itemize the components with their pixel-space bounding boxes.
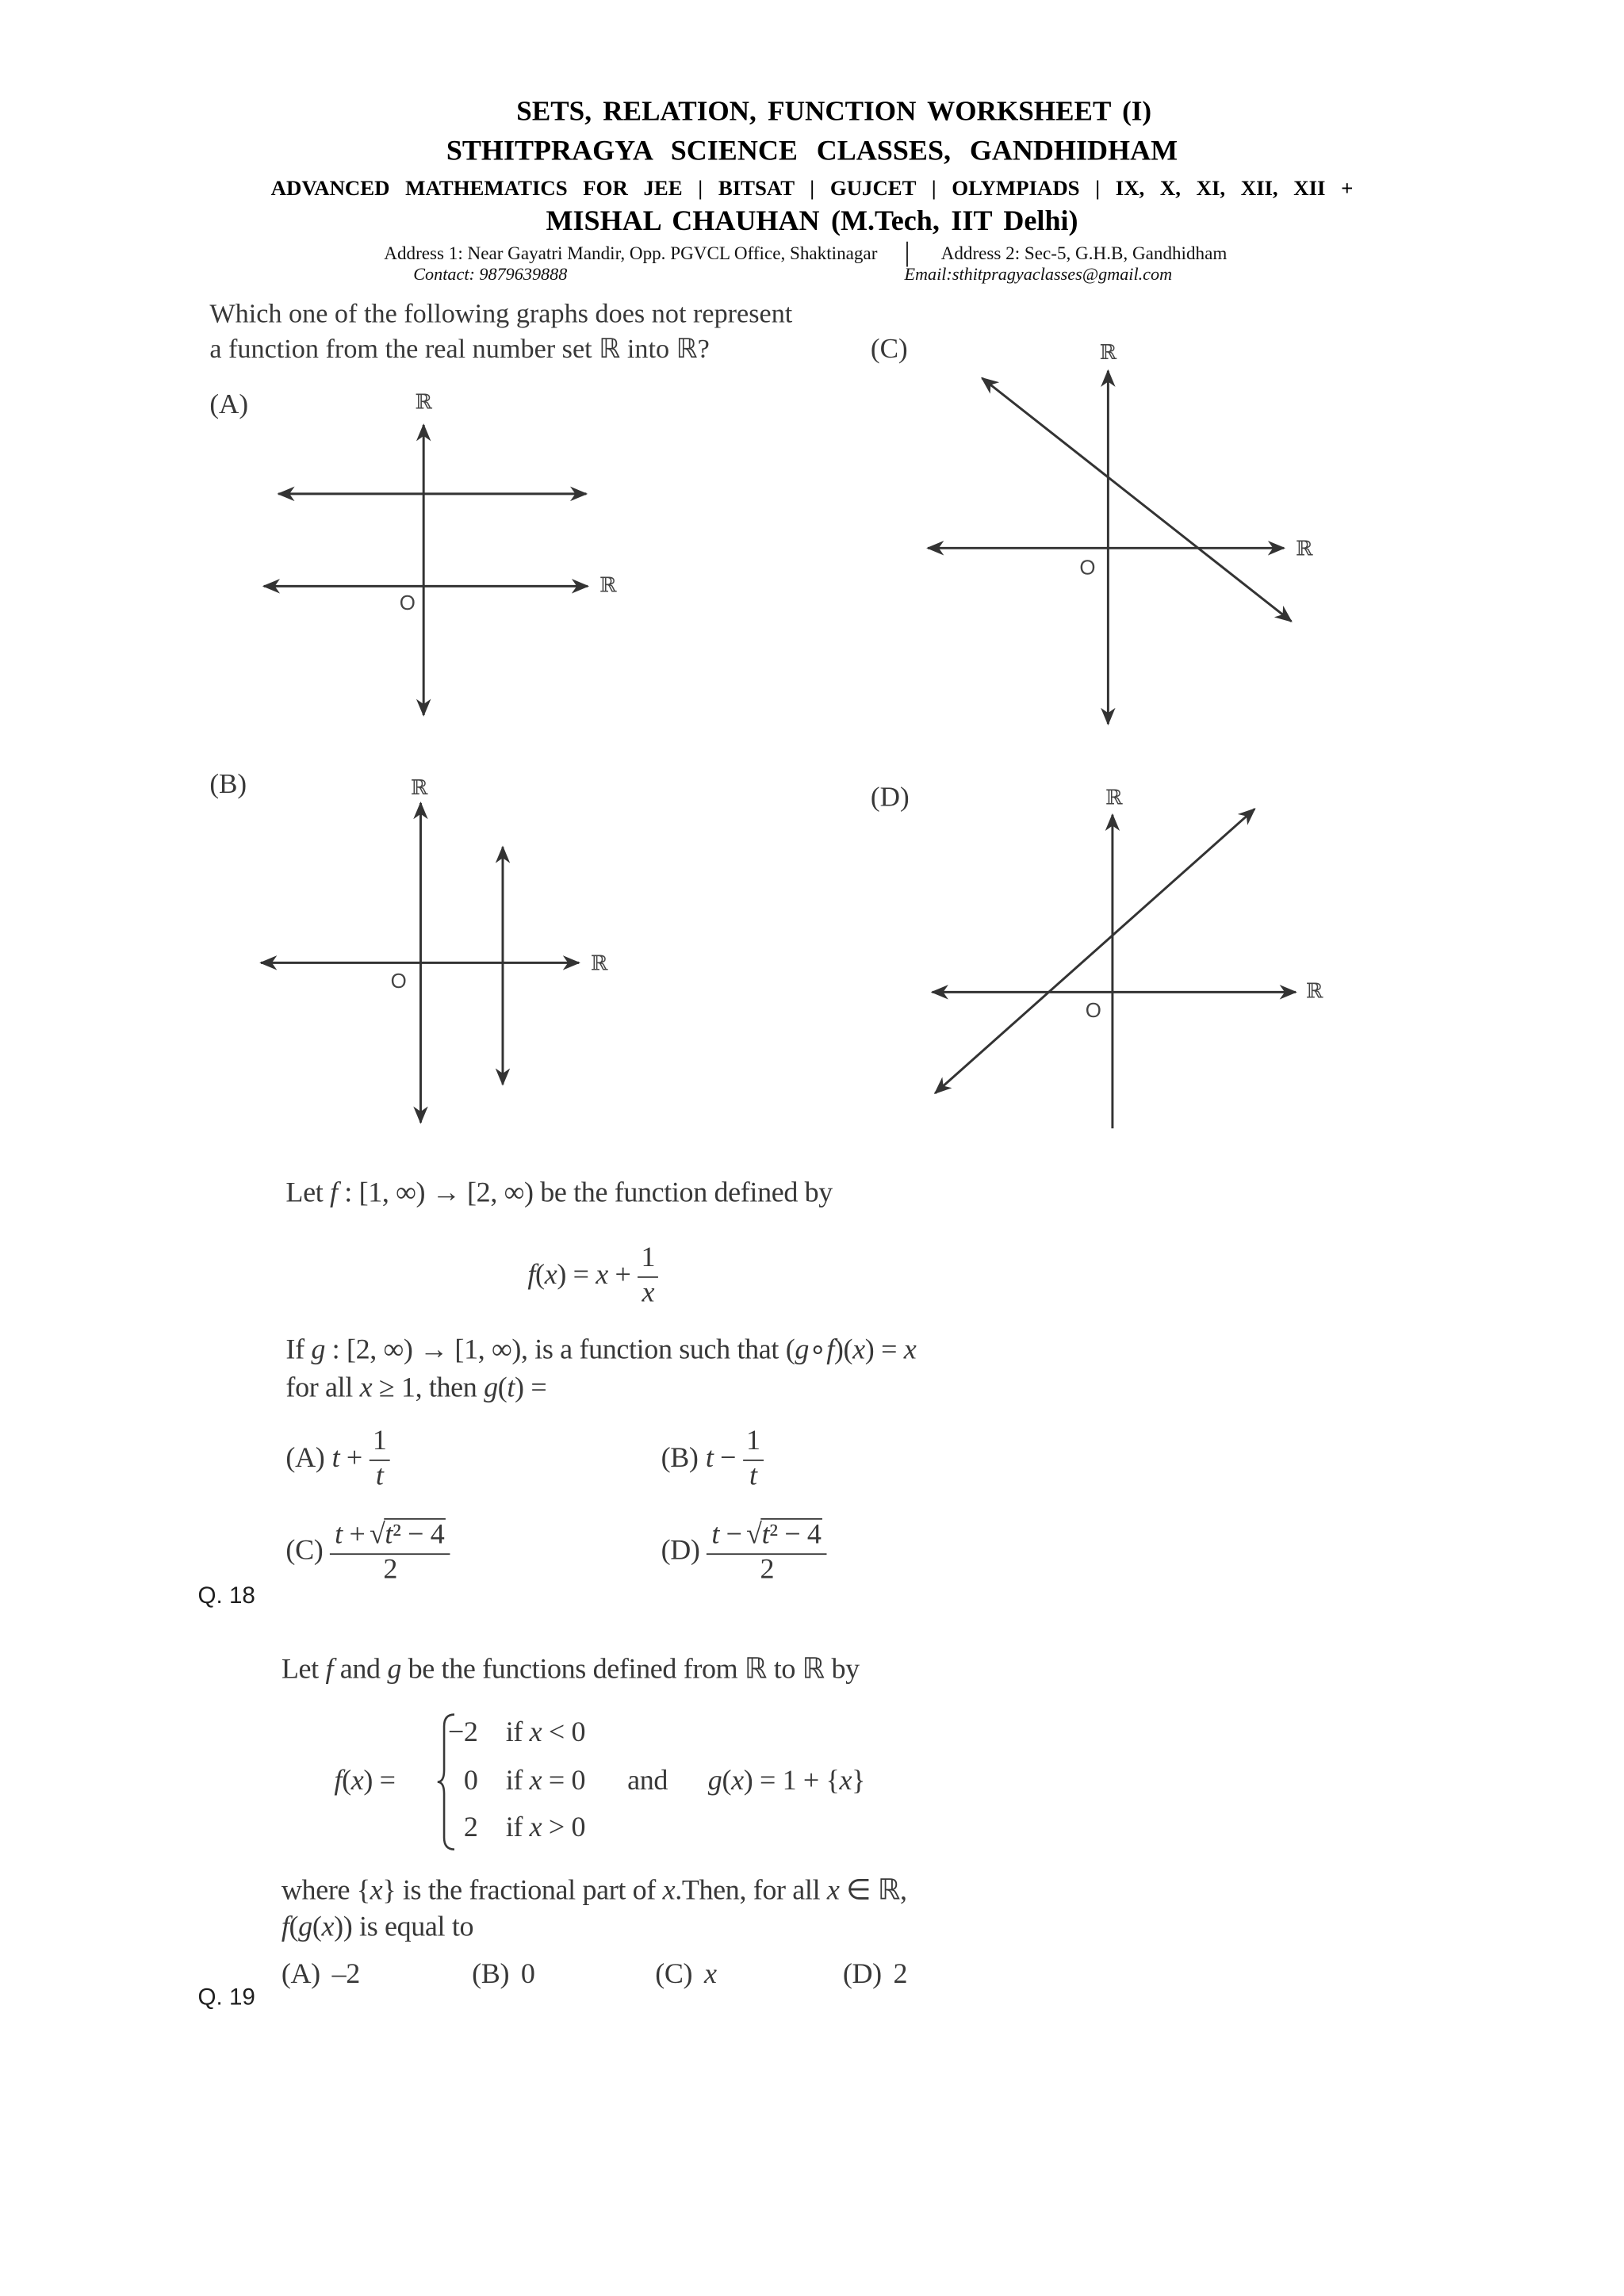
q18-line-2: If g : [2, ∞) → [1, ∞), is a function such that (g∘f)(x) = x bbox=[285, 1334, 917, 1366]
radical-sign: √ bbox=[369, 1519, 385, 1551]
math-variable: f bbox=[329, 1178, 338, 1209]
option-value: 2 bbox=[893, 1959, 908, 1991]
math-variable: x bbox=[839, 1766, 852, 1797]
graph-d-vertical-axis-label: ℝ bbox=[1105, 786, 1123, 809]
case-condition: if x < 0 bbox=[505, 1717, 586, 1749]
fraction-denominator bbox=[376, 1460, 384, 1492]
worksheet-title: SETS, RELATION, FUNCTION WORKSHEET (I) bbox=[516, 96, 1152, 128]
option-label: (C) bbox=[655, 1959, 693, 1991]
case-value: −2 bbox=[447, 1717, 478, 1749]
q19-line-2: where {x} is the fractional part of x.Then, for all x ∈ ℝ, bbox=[281, 1875, 907, 1907]
math-variable: x bbox=[544, 1261, 557, 1292]
fraction-denominator: 2 bbox=[383, 1554, 398, 1586]
option-label: (A) bbox=[285, 1444, 325, 1475]
math-variable: g bbox=[311, 1334, 326, 1366]
option-fraction bbox=[370, 1427, 389, 1491]
graph-a bbox=[264, 391, 617, 715]
graph-b-horizontal-axis-label: ℝ bbox=[590, 951, 608, 975]
math-variable: x bbox=[350, 1766, 364, 1797]
fraction-denominator bbox=[642, 1277, 654, 1309]
math-variable: t bbox=[331, 1444, 340, 1475]
math-variable: t bbox=[711, 1519, 720, 1551]
option-label: (B) bbox=[661, 1444, 699, 1475]
option-fraction bbox=[743, 1427, 763, 1491]
graph-d-horizontal-axis-label: ℝ bbox=[1305, 979, 1323, 1003]
graph-b-vertical-axis-label: ℝ bbox=[410, 775, 428, 799]
math-variable: t bbox=[705, 1444, 714, 1475]
teacher-name: MISHAL CHAUHAN (M.Tech, IIT Delhi) bbox=[546, 206, 1078, 238]
graph-c-horizontal-axis-label: ℝ bbox=[1295, 537, 1313, 561]
q18-definition-fraction bbox=[638, 1244, 658, 1308]
numerator-lead: t − bbox=[711, 1519, 742, 1551]
math-variable: t bbox=[507, 1372, 515, 1404]
question-number-19: Q. 19 bbox=[197, 1985, 255, 2011]
courses-line: ADVANCED MATHEMATICS FOR JEE | BITSAT | GUJCET | OLYMPIADS | IX, X, XI, XII, XII + bbox=[270, 177, 1354, 201]
q18-line-1: Let f : [1, ∞) → [2, ∞) be the function defined by bbox=[285, 1178, 833, 1209]
g-definition: g(x) = 1 + {x} bbox=[707, 1766, 866, 1797]
option-label: (D) bbox=[661, 1536, 700, 1567]
math-variable: x bbox=[903, 1334, 917, 1366]
graph-option-b-label: (B) bbox=[209, 769, 247, 801]
math-variable: x bbox=[529, 1812, 542, 1844]
option-value: 0 bbox=[520, 1959, 535, 1991]
q18-option-b bbox=[661, 1425, 764, 1493]
math-variable: x bbox=[529, 1717, 542, 1749]
conjunction-and: and bbox=[627, 1766, 668, 1797]
option-expression: t + bbox=[331, 1444, 362, 1475]
institute-name: STHITPRAGYA SCIENCE CLASSES, GANDHIDHAM bbox=[446, 136, 1178, 167]
contact-number: Contact: 9879639888 bbox=[413, 263, 568, 285]
q18-option-c bbox=[285, 1515, 450, 1588]
option-value: –2 bbox=[331, 1959, 360, 1991]
fraction-numerator bbox=[707, 1518, 827, 1554]
math-variable: g bbox=[795, 1334, 810, 1366]
math-variable: t bbox=[385, 1519, 393, 1551]
graph-b-origin-label: O bbox=[390, 970, 407, 993]
q19-f-lhs: f(x) = bbox=[334, 1766, 396, 1797]
math-variable: f bbox=[527, 1261, 536, 1292]
numerator-lead: t + bbox=[335, 1519, 366, 1551]
fraction-denominator: 2 bbox=[760, 1554, 775, 1586]
graph-question-stem-line-2: a function from the real number set ℝ into ℝ? bbox=[209, 335, 710, 365]
math-variable: g bbox=[484, 1372, 498, 1404]
math-variable: x bbox=[596, 1261, 608, 1292]
q19-option-a bbox=[282, 1957, 360, 1992]
math-variable: t bbox=[375, 1460, 384, 1491]
graph-d-diagonal-line bbox=[935, 809, 1254, 1093]
q18-line-3: for all x ≥ 1, then g(t) = bbox=[285, 1372, 547, 1404]
radical-sign: √ bbox=[746, 1519, 762, 1551]
graph-a-vertical-axis-label: ℝ bbox=[415, 390, 432, 414]
math-variable: x bbox=[321, 1912, 335, 1943]
graph-d bbox=[933, 786, 1323, 1128]
question-number-18: Q. 18 bbox=[197, 1584, 255, 1609]
q18-option-d bbox=[661, 1515, 827, 1588]
fraction-numerator: 1 bbox=[638, 1244, 658, 1277]
q19-option-b bbox=[472, 1957, 534, 1992]
math-variable: x bbox=[642, 1276, 655, 1308]
math-variable: x bbox=[529, 1766, 542, 1797]
graph-question-stem-line-1: Which one of the following graphs does not represent bbox=[209, 300, 793, 330]
fraction-numerator: 1 bbox=[370, 1427, 389, 1460]
fraction-denominator bbox=[749, 1460, 757, 1492]
address-1: Address 1: Near Gayatri Mandir, Opp. PGVCL Office, Shaktinagar bbox=[384, 243, 878, 264]
radicand: t² − 4 bbox=[761, 1519, 822, 1551]
graph-c-diagonal-line bbox=[982, 378, 1291, 622]
q18-definition-lhs: f(x) = x + bbox=[527, 1261, 631, 1292]
option-label: (D) bbox=[842, 1959, 882, 1991]
math-variable: x bbox=[370, 1875, 383, 1907]
math-variable: t bbox=[761, 1519, 770, 1551]
q19-line-3: f(g(x)) is equal to bbox=[281, 1912, 474, 1943]
math-variable: x bbox=[852, 1334, 865, 1366]
math-variable: f bbox=[325, 1654, 334, 1686]
radicand: t² − 4 bbox=[385, 1519, 445, 1551]
case-value: 2 bbox=[463, 1812, 478, 1844]
email-address: Email:sthitpragyaclasses@gmail.com bbox=[904, 263, 1173, 285]
math-variable: g bbox=[707, 1766, 722, 1797]
q18-function-definition bbox=[527, 1242, 657, 1310]
graph-c-origin-label: O bbox=[1079, 557, 1096, 580]
graph-a-horizontal-axis-label: ℝ bbox=[599, 573, 617, 597]
q19-option-d bbox=[843, 1957, 907, 1992]
graph-option-c-label: (C) bbox=[870, 334, 908, 365]
option-expression: t − bbox=[705, 1444, 737, 1475]
graph-option-d-label: (D) bbox=[870, 783, 910, 813]
math-variable: t bbox=[749, 1460, 757, 1491]
graph-a-origin-label: O bbox=[399, 591, 416, 614]
case-condition: if x > 0 bbox=[505, 1812, 586, 1844]
option-label: (B) bbox=[472, 1959, 510, 1991]
option-fraction bbox=[331, 1518, 450, 1586]
math-variable: f bbox=[826, 1334, 834, 1366]
math-variable: g bbox=[298, 1912, 312, 1943]
fraction-numerator bbox=[331, 1518, 450, 1554]
math-variable: f bbox=[281, 1912, 289, 1943]
graph-b bbox=[261, 776, 608, 1123]
graph-c-vertical-axis-label: ℝ bbox=[1099, 340, 1117, 364]
option-fraction bbox=[707, 1518, 827, 1586]
graph-d-origin-label: O bbox=[1085, 999, 1101, 1022]
graph-c bbox=[928, 341, 1313, 724]
address-separator: | bbox=[904, 237, 910, 269]
math-variable: g bbox=[387, 1654, 401, 1686]
q19-option-c bbox=[655, 1957, 716, 1992]
address-2: Address 2: Sec-5, G.H.B, Gandhidham bbox=[940, 243, 1228, 264]
option-label: (C) bbox=[285, 1536, 324, 1567]
case-condition: if x = 0 bbox=[505, 1766, 586, 1797]
math-variable: x bbox=[731, 1766, 744, 1797]
graph-option-a-label: (A) bbox=[209, 389, 249, 421]
math-variable: x bbox=[703, 1959, 717, 1991]
math-variable: x bbox=[826, 1875, 840, 1907]
math-variable: t bbox=[335, 1519, 343, 1551]
math-variable: x bbox=[359, 1372, 373, 1404]
math-variable: f bbox=[334, 1766, 343, 1797]
option-value bbox=[704, 1959, 717, 1990]
option-label: (A) bbox=[281, 1959, 320, 1991]
q19-line-1: Let f and g be the functions defined from ℝ to ℝ by bbox=[281, 1654, 860, 1686]
fraction-numerator: 1 bbox=[743, 1427, 763, 1460]
case-value: 0 bbox=[463, 1766, 478, 1797]
math-variable: x bbox=[662, 1875, 676, 1907]
q18-option-a bbox=[285, 1425, 389, 1493]
